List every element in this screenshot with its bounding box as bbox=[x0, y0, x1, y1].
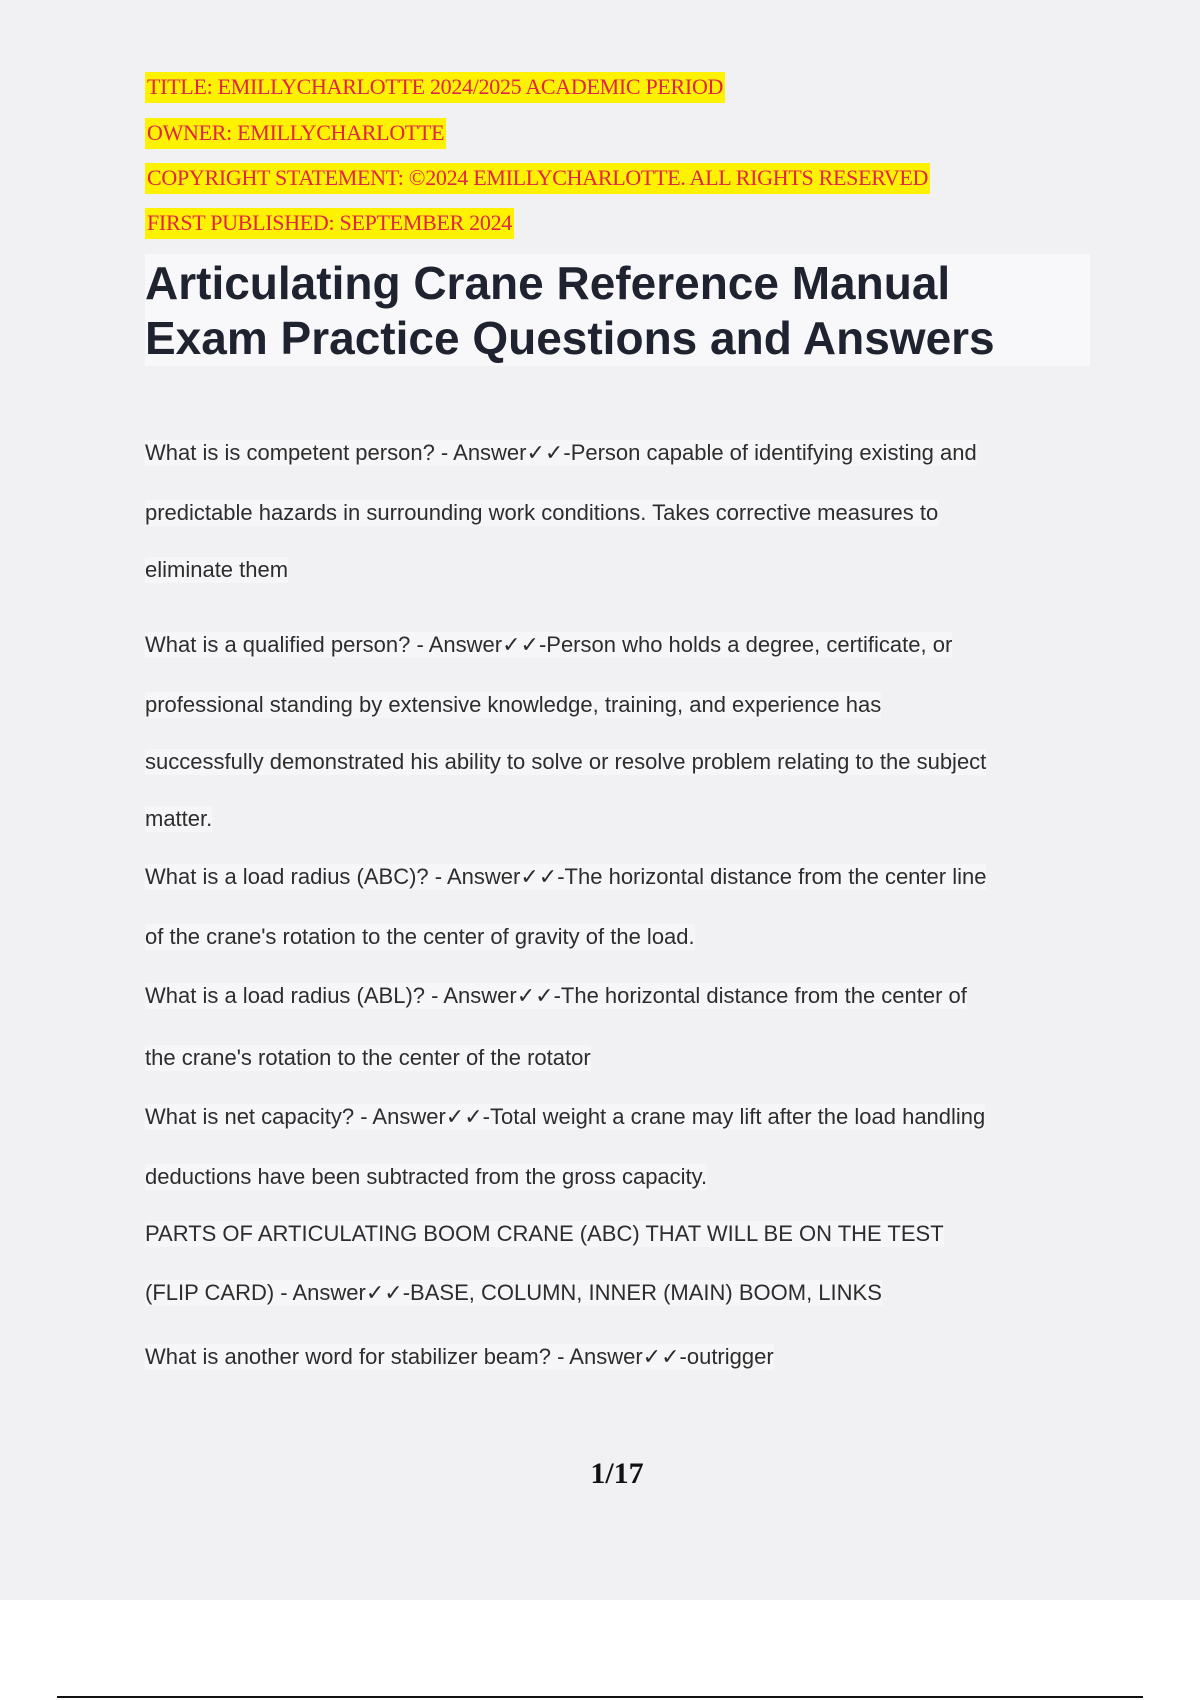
document-title-line-2: Exam Practice Questions and Answers bbox=[145, 312, 995, 364]
qa-line: predictable hazards in surrounding work conditions. Takes corrective measures to bbox=[145, 500, 939, 525]
qa-line: What is net capacity? - Answer✓✓-Total weight a crane may lift after the load handling bbox=[145, 1104, 986, 1129]
document-title bbox=[145, 254, 1090, 366]
qa-line: successfully demonstrated his ability to solve or resolve problem relating to the subject bbox=[145, 749, 987, 774]
page-divider bbox=[57, 1696, 1143, 1698]
qa-line: What is a qualified person? - Answer✓✓-Person who holds a degree, certificate, or bbox=[145, 632, 953, 657]
meta-published-line: FIRST PUBLISHED: SEPTEMBER 2024 bbox=[145, 208, 514, 239]
meta-copyright-line: COPYRIGHT STATEMENT: ©2024 EMILLYCHARLOTTE. ALL RIGHTS RESERVED bbox=[145, 163, 930, 194]
meta-title-line: TITLE: EMILLYCHARLOTTE 2024/2025 ACADEMIC PERIOD bbox=[145, 72, 725, 103]
document-title-line-1: Articulating Crane Reference Manual bbox=[145, 257, 951, 309]
qa-line: of the crane's rotation to the center of gravity of the load. bbox=[145, 924, 695, 949]
qa-line: matter. bbox=[145, 806, 213, 831]
qa-line: What is a load radius (ABC)? - Answer✓✓-The horizontal distance from the center line bbox=[145, 864, 987, 889]
qa-line: the crane's rotation to the center of the rotator bbox=[145, 1045, 591, 1070]
qa-line: What is a load radius (ABL)? - Answer✓✓-The horizontal distance from the center of bbox=[145, 983, 967, 1008]
qa-line: professional standing by extensive knowledge, training, and experience has bbox=[145, 692, 882, 717]
qa-line: deductions have been subtracted from the gross capacity. bbox=[145, 1164, 708, 1189]
qa-line: What is another word for stabilizer beam? - Answer✓✓-outrigger bbox=[145, 1344, 774, 1369]
qa-line: PARTS OF ARTICULATING BOOM CRANE (ABC) THAT WILL BE ON THE TEST bbox=[145, 1221, 944, 1246]
qa-line: (FLIP CARD) - Answer✓✓-BASE, COLUMN, INNER (MAIN) BOOM, LINKS bbox=[145, 1280, 882, 1305]
qa-line: eliminate them bbox=[145, 557, 289, 582]
page-number: 1/17 bbox=[590, 1457, 644, 1490]
qa-line: What is is competent person? - Answer✓✓-Person capable of identifying existing and bbox=[145, 440, 977, 465]
meta-owner-line: OWNER: EMILLYCHARLOTTE bbox=[145, 118, 446, 149]
